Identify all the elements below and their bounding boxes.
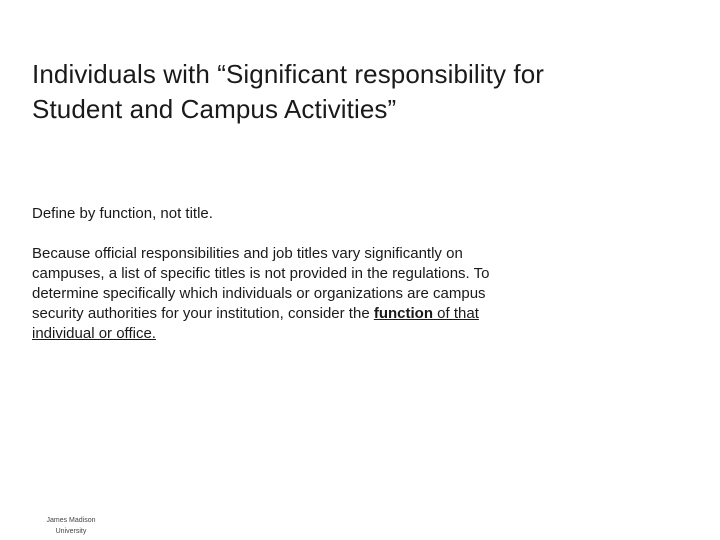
- footer-line-1: James Madison: [46, 517, 96, 524]
- slide-body: [32, 204, 602, 344]
- paragraph-line-1: Because official responsibilities and job titles vary significantly on: [32, 245, 463, 262]
- paragraph-line-3: determine specifically which individuals or organizations are campus: [32, 285, 486, 302]
- underlined-text-of-that: of that: [433, 305, 479, 322]
- slide-title-line-1: Individuals with “Significant responsibility for: [32, 59, 545, 89]
- paragraph-line-2: campuses, a list of specific titles is not provided in the regulations. To: [32, 265, 490, 282]
- body-paragraph-because: [32, 244, 602, 344]
- paragraph-line-4-plain: security authorities for your institution, consider the: [32, 305, 374, 322]
- slide-title: [32, 57, 682, 127]
- emphasized-word-function: function: [373, 305, 433, 322]
- body-paragraph-define: Define by function, not title.: [32, 205, 213, 222]
- slide-title-line-2: Student and Campus Activities”: [32, 94, 397, 124]
- footer-institution: [36, 515, 106, 537]
- paragraph-line-4: [32, 304, 602, 324]
- paragraph-line-5: individual or office.: [32, 325, 156, 342]
- footer-line-2: University: [55, 528, 87, 535]
